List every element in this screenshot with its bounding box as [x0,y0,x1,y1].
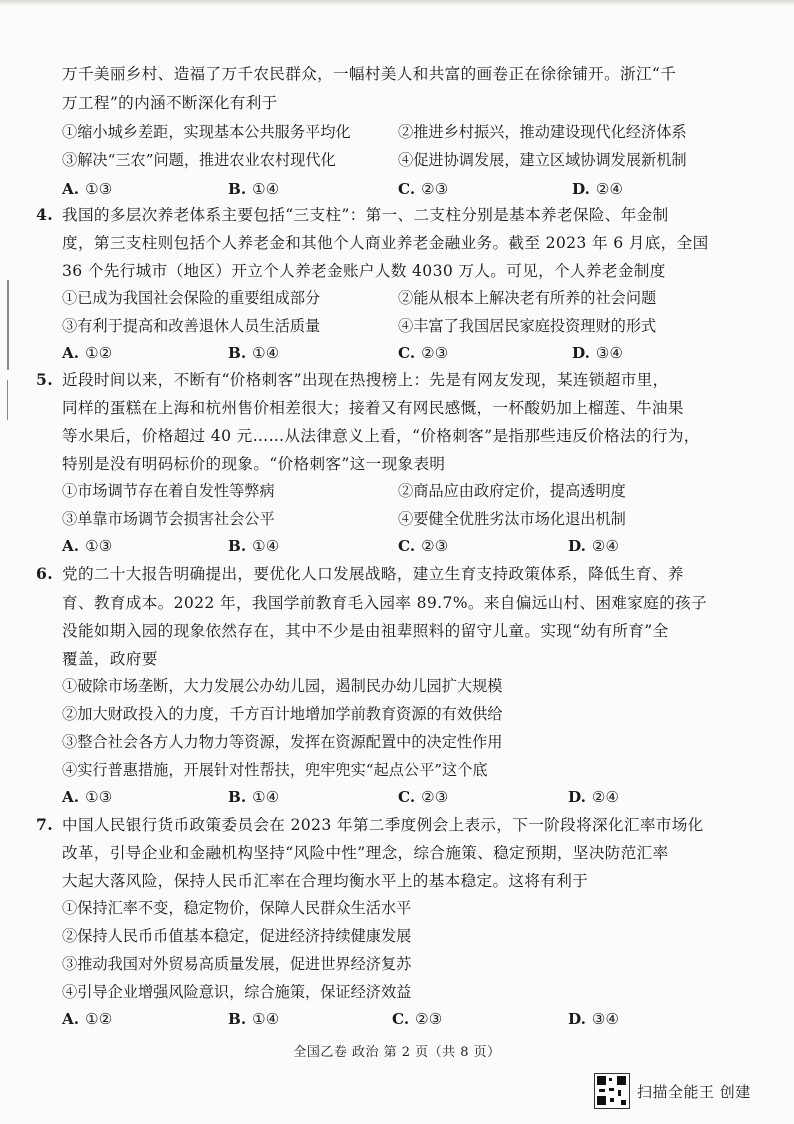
q6-answer-c [398,786,448,808]
q4-answer-a [62,342,112,364]
scanner-watermark: 扫描全能王 创建 [637,1083,751,1101]
answer-value: ①② [85,344,113,362]
q3-option-4: ④促进协调发展，建立区域协调发展新机制 [398,151,687,169]
q7-line-3: 大起大落风险，保持人民币汇率在合理均衡水平上的基本稳定。这将有利于 [62,872,589,890]
q5-option-4: ④要健全优胜劣汰市场化退出机制 [398,510,626,528]
answer-letter: C. [398,788,416,806]
q4-line-2: 度，第三支柱则包括个人养老金和其他个人商业养老金融业务。截至 2023 年 6 月底，全国 [62,234,709,252]
answer-value: ②③ [421,788,449,806]
q7-answer-d [568,1008,619,1030]
answer-value: ②③ [421,344,449,362]
answer-letter: C. [398,344,416,362]
answer-value: ③④ [595,344,624,362]
answer-letter: B. [228,344,247,362]
q7-line-1: 中国人民银行货币政策委员会在 2023 年第二季度例会上表示，下一阶段将深化汇率市场化 [62,816,704,834]
q6-option-4: ④实行普惠措施，开展针对性帮扶，兜牢兜实“起点公平”这个底 [62,761,488,779]
answer-value: ①③ [85,180,113,198]
q7-option-4: ④引导企业增强风险意识，综合施策，保证经济效益 [62,983,412,1001]
q3-option-1: ①缩小城乡差距，实现基本公共服务平均化 [62,123,351,141]
q5-line-2: 同样的蛋糕在上海和杭州售价相差很大；接着又有网民感慨，一杯酸奶加上榴莲、牛油果 [62,399,684,417]
q7-option-1: ①保持汇率不变，稳定物价，保障人民群众生活水平 [62,899,412,917]
answer-value: ①③ [85,788,113,806]
answer-letter: B. [228,180,247,198]
answer-value: ②③ [421,537,449,555]
answer-letter: B. [228,1010,247,1028]
answer-value: ②③ [421,180,449,198]
q4-answer-d [572,342,623,364]
q4-line-3: 36 个先行城市（地区）开立个人养老金账户人数 4030 万人。可见，个人养老金制度 [62,262,666,280]
q3-option-3: ③解决“三农”问题，推进农业农村现代化 [62,151,336,169]
q4-option-3: ③有利于提高和改善退休人员生活质量 [62,317,321,335]
q5-line-1: 近段时间以来，不断有“价格刺客”出现在热搜榜上：先是有网友发现，某连锁超市里， [62,371,669,389]
q3-answer-b [228,178,279,200]
answer-letter: D. [568,1010,586,1028]
q7-option-3: ③推动我国对外贸易高质量发展，促进世界经济复苏 [62,955,412,973]
answer-letter: B. [228,788,247,806]
answer-value: ①④ [252,344,280,362]
q6-answer-d [568,786,619,808]
q7-number: 7. [36,815,53,834]
q4-option-1: ①已成为我国社会保险的重要组成部分 [62,289,321,307]
q5-number: 5. [36,370,53,389]
answer-letter: D. [572,344,590,362]
scan-margin-mark [7,280,9,370]
answer-letter: A. [62,344,80,362]
q3-answer-c [398,178,448,200]
q6-line-3: 没能如期入园的现象依然存在，其中不少是由祖辈照料的留守儿童。实现“幼有所育”全 [62,622,669,640]
q6-line-4: 覆盖，政府要 [62,650,158,668]
q4-option-2: ②能从根本上解决老有所养的社会问题 [398,289,657,307]
q4-answer-c [398,342,448,364]
q3-line-2: 万工程”的内涵不断深化有利于 [62,94,278,112]
q3-answer-d [572,178,623,200]
q4-number: 4. [36,205,53,224]
scan-margin-mark [7,380,8,420]
answer-value: ①④ [252,180,280,198]
q7-line-2: 改革，引导企业和金融机构坚持“风险中性”理念，综合施策、稳定预期，坚决防范汇率 [62,844,669,862]
q3-option-2: ②推进乡村振兴，推动建设现代化经济体系 [398,123,687,141]
answer-value: ①④ [252,788,280,806]
answer-letter: C. [398,180,416,198]
q5-answer-b [228,535,279,557]
answer-value: ①③ [85,537,113,555]
answer-value: ②③ [415,1010,443,1028]
q4-line-1: 我国的多层次养老体系主要包括“三支柱”：第一、二支柱分别是基本养老保险、年金制 [62,206,669,224]
answer-letter: C. [392,1010,410,1028]
answer-value: ①④ [252,1010,280,1028]
q4-answer-b [228,342,279,364]
q3-line-1: 万千美丽乡村、造福了万千农民群众，一幅村美人和共富的画卷正在徐徐铺开。浙江“千 [62,65,677,83]
answer-value: ②④ [591,788,620,806]
answer-letter: A. [62,537,80,555]
answer-value: ①② [85,1010,113,1028]
q5-option-3: ③单靠市场调节会损害社会公平 [62,510,275,528]
q5-line-3: 等水果后，价格超过 40 元……从法律意义上看，“价格刺客”是指那些违反价格法的行为， [62,427,700,445]
q5-answer-d [568,535,619,557]
answer-letter: A. [62,180,80,198]
answer-letter: D. [572,180,590,198]
q6-line-2: 育、教育成本。2022 年，我国学前教育毛入园率 89.7%。来自偏远山村、困难家庭的孩子 [62,594,708,612]
answer-letter: D. [568,788,586,806]
q3-answer-a [62,178,112,200]
answer-value: ③④ [591,1010,620,1028]
q5-answer-c [398,535,448,557]
q6-number: 6. [36,564,53,583]
q6-option-2: ②加大财政投入的力度，千方百计地增加学前教育资源的有效供给 [62,705,503,723]
q7-answer-a [62,1008,112,1030]
q7-answer-b [228,1008,279,1030]
answer-letter: C. [398,537,416,555]
q5-answer-a [62,535,112,557]
q6-answer-b [228,786,279,808]
answer-letter: A. [62,788,80,806]
answer-letter: B. [228,537,247,555]
q6-option-1: ①破除市场垄断，大力发展公办幼儿园，遏制民办幼儿园扩大规模 [62,677,503,695]
q6-answer-a [62,786,112,808]
page-footer: 全国乙卷 政治 第 2 页（共 8 页） [293,1045,501,1060]
q6-option-3: ③整合社会各方人力物力等资源，发挥在资源配置中的决定性作用 [62,733,503,751]
qr-code-icon [594,1073,630,1109]
q4-option-4: ④丰富了我国居民家庭投资理财的形式 [398,317,657,335]
q6-line-1: 党的二十大报告明确提出，要优化人口发展战略，建立生育支持政策体系，降低生育、养 [62,565,684,583]
answer-value: ②④ [595,180,624,198]
answer-value: ①④ [252,537,280,555]
answer-letter: A. [62,1010,80,1028]
q5-option-2: ②商品应由政府定价，提高透明度 [398,482,626,500]
scan-edge [0,0,794,6]
answer-value: ②④ [591,537,620,555]
answer-letter: D. [568,537,586,555]
q5-option-1: ①市场调节存在着自发性等弊病 [62,482,275,500]
q7-option-2: ②保持人民币币值基本稳定，促进经济持续健康发展 [62,927,412,945]
q5-line-4: 特别是没有明码标价的现象。“价格刺客”这一现象表明 [62,455,446,473]
q7-answer-c [392,1008,442,1030]
